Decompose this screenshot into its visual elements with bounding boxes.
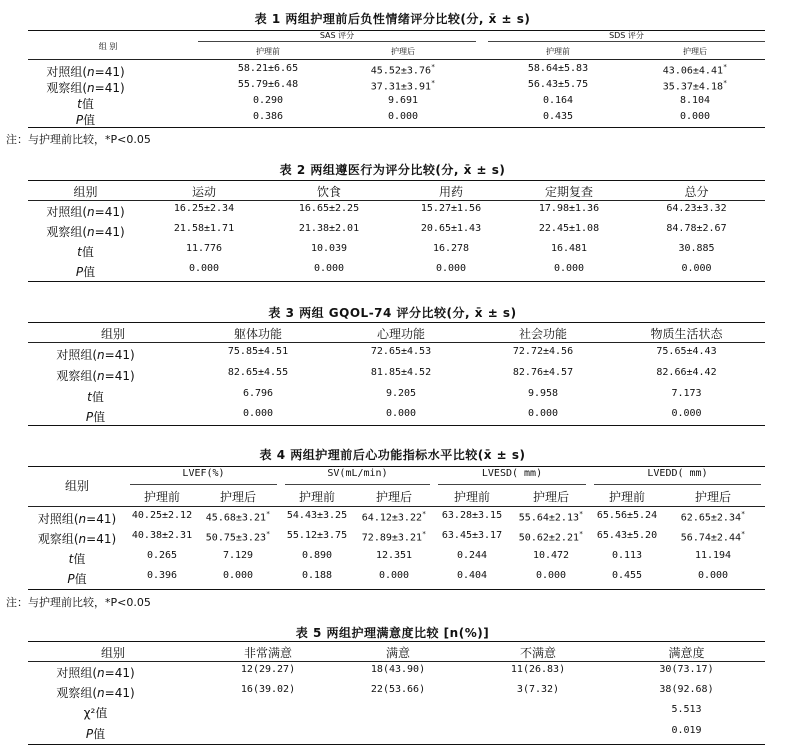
t4-cell: 64.12±3.22* bbox=[361, 510, 427, 524]
t4-metric-header: SV(mL/min) bbox=[327, 468, 388, 479]
t4-metric-header: LVESD( mm) bbox=[481, 468, 543, 479]
table3-caption: 表 3 两组 GQOL-74 评分比较(分, x̄ ± s) bbox=[268, 306, 517, 320]
t1-cell: 58.21±6.65 bbox=[237, 63, 299, 74]
t3-row-label: 对照组(n=41) bbox=[56, 348, 135, 362]
t2-cell: 16.25±2.34 bbox=[173, 203, 235, 214]
t1-cell: 8.104 bbox=[679, 95, 711, 106]
t5-cell: 12(29.27) bbox=[240, 664, 296, 675]
t4-sub-header: 护理前 bbox=[453, 490, 490, 504]
t5-cell: 18(43.90) bbox=[370, 664, 426, 675]
t2-cell: 84.78±2.67 bbox=[666, 223, 727, 234]
t2-header-3: 用药 bbox=[438, 185, 463, 199]
t2-cell: 0.000 bbox=[188, 263, 220, 274]
t4-sub-header: 护理后 bbox=[532, 490, 569, 504]
t4-cell: 50.75±3.23* bbox=[205, 530, 271, 544]
t2-cell: 16.278 bbox=[432, 243, 470, 254]
t1-row-label: 对照组(n=41) bbox=[46, 65, 125, 79]
t5-header-4: 满意度 bbox=[668, 646, 705, 660]
t2-cell: 16.481 bbox=[550, 243, 588, 254]
t4-cell: 45.68±3.21* bbox=[205, 510, 271, 524]
t2-cell: 0.000 bbox=[681, 263, 712, 274]
t4-cell: 0.000 bbox=[378, 570, 410, 581]
t4-cell: 0.890 bbox=[301, 550, 333, 561]
t5-row-label: χ²值 bbox=[83, 706, 108, 720]
t4-cell: 62.65±2.34* bbox=[680, 510, 746, 524]
table1-caption: 表 1 两组护理前后负性情绪评分比较(分, x̄ ± s) bbox=[254, 12, 531, 26]
t4-cell: 0.113 bbox=[611, 550, 643, 561]
t2-row-label: P值 bbox=[75, 265, 96, 279]
t5-cell: 5.513 bbox=[671, 704, 702, 715]
table1-sub: 护理后 bbox=[391, 47, 415, 56]
t1-cell: 0.386 bbox=[252, 111, 284, 122]
t3-cell: 0.000 bbox=[671, 408, 702, 419]
table1-sub: 护理前 bbox=[256, 47, 280, 56]
t3-row-label: t值 bbox=[87, 390, 104, 404]
table1 bbox=[28, 30, 765, 128]
t1-cell: 0.290 bbox=[252, 95, 284, 106]
t1-cell: 58.64±5.83 bbox=[527, 63, 589, 74]
t4-row-label: P值 bbox=[67, 572, 87, 586]
t2-cell: 0.000 bbox=[313, 263, 345, 274]
t4-sub-header: 护理后 bbox=[375, 490, 412, 504]
t3-header-1: 躯体功能 bbox=[233, 327, 282, 341]
t4-cell: 56.74±2.44* bbox=[680, 530, 746, 544]
t5-row-label: 观察组(n=41) bbox=[56, 686, 135, 700]
t4-sub-header: 护理后 bbox=[219, 490, 256, 504]
t5-cell: 16(39.02) bbox=[240, 684, 296, 695]
t4-sub-header: 护理后 bbox=[694, 490, 731, 504]
t3-cell: 75.65±4.43 bbox=[656, 346, 717, 357]
t3-header-3: 社会功能 bbox=[518, 327, 567, 341]
t5-cell: 30(73.17) bbox=[659, 664, 714, 675]
t1-cell: 37.31±3.91* bbox=[370, 79, 436, 93]
t2-cell: 17.98±1.36 bbox=[538, 203, 600, 214]
t2-cell: 15.27±1.56 bbox=[420, 203, 482, 214]
t2-cell: 21.58±1.71 bbox=[173, 223, 235, 234]
t3-cell: 82.65±4.55 bbox=[227, 367, 289, 378]
table2 bbox=[28, 180, 765, 282]
t3-cell: 81.85±4.52 bbox=[370, 367, 432, 378]
t3-header-0: 组别 bbox=[100, 327, 125, 341]
t4-row-label: 观察组(n=41) bbox=[37, 532, 117, 546]
t4-metric-header: LVEDD( mm) bbox=[647, 468, 708, 479]
table1-sub: 护理前 bbox=[546, 47, 570, 56]
t4-cell: 63.28±3.15 bbox=[441, 510, 503, 521]
t4-metric-header: LVEF(%) bbox=[182, 468, 225, 479]
t3-cell: 0.000 bbox=[527, 408, 559, 419]
t4-cell: 54.43±3.25 bbox=[286, 510, 348, 521]
t2-cell: 11.776 bbox=[185, 243, 223, 254]
t3-row-label: 观察组(n=41) bbox=[56, 369, 135, 383]
t1-cell: 9.691 bbox=[387, 95, 419, 106]
t5-cell: 38(92.68) bbox=[659, 684, 714, 695]
t1-cell: 45.52±3.76* bbox=[370, 63, 436, 77]
t1-row-label: t值 bbox=[77, 97, 94, 111]
table5-caption: 表 5 两组护理满意度比较 [n(%)] bbox=[295, 626, 490, 640]
t4-cell: 11.194 bbox=[694, 550, 732, 561]
t4-row-label: 对照组(n=41) bbox=[37, 512, 117, 526]
t2-header-1: 运动 bbox=[191, 185, 216, 199]
t3-cell: 0.000 bbox=[385, 408, 417, 419]
table1-sas-header: SAS 评分 bbox=[319, 31, 355, 40]
table1-note: 注：与护理前比较，*P<0.05 bbox=[6, 133, 151, 146]
t4-cell: 50.62±2.21* bbox=[518, 530, 584, 544]
t4-cell: 0.000 bbox=[535, 570, 567, 581]
t2-cell: 64.23±3.32 bbox=[666, 203, 727, 214]
t5-cell: 22(53.66) bbox=[370, 684, 426, 695]
t2-header-4: 定期复查 bbox=[544, 185, 593, 199]
t1-row-label: 观察组(n=41) bbox=[46, 81, 125, 95]
table4 bbox=[28, 466, 765, 590]
t4-cell: 0.000 bbox=[697, 570, 729, 581]
t4-row-label: t值 bbox=[68, 552, 86, 566]
table5 bbox=[28, 641, 765, 745]
table2-caption: 表 2 两组遵医行为评分比较(分, x̄ ± s) bbox=[279, 163, 506, 177]
table1-group-header: 组 别 bbox=[98, 42, 118, 51]
t4-cell: 65.56±5.24 bbox=[596, 510, 658, 521]
t4-cell: 0.396 bbox=[146, 570, 178, 581]
t2-row-label: 对照组(n=41) bbox=[46, 205, 125, 219]
t2-header-5: 总分 bbox=[684, 185, 709, 199]
t5-cell: 0.019 bbox=[671, 725, 702, 736]
table3 bbox=[28, 322, 765, 426]
t5-header-3: 不满意 bbox=[519, 646, 556, 660]
t4-cell: 65.43±5.20 bbox=[596, 530, 658, 541]
t3-cell: 82.66±4.42 bbox=[656, 367, 717, 378]
t1-cell: 55.79±6.48 bbox=[237, 79, 299, 90]
t3-cell: 9.958 bbox=[527, 388, 559, 399]
t4-cell: 0.188 bbox=[301, 570, 333, 581]
t2-row-label: 观察组(n=41) bbox=[46, 225, 125, 239]
t3-header-2: 心理功能 bbox=[376, 327, 425, 341]
t3-header-4: 物质生活状态 bbox=[650, 327, 723, 341]
t3-cell: 6.796 bbox=[242, 388, 274, 399]
t1-cell: 43.06±4.41* bbox=[662, 63, 728, 77]
t5-header-2: 满意 bbox=[385, 646, 410, 660]
t5-row-label: 对照组(n=41) bbox=[56, 666, 135, 680]
t3-cell: 7.173 bbox=[671, 388, 702, 399]
t3-row-label: P值 bbox=[85, 410, 106, 424]
table4-caption: 表 4 两组护理前后心功能指标水平比较(x̄ ± s) bbox=[259, 448, 526, 462]
t5-cell: 3(7.32) bbox=[516, 684, 560, 695]
t4-cell: 63.45±3.17 bbox=[441, 530, 503, 541]
t4-cell: 40.25±2.12 bbox=[131, 510, 193, 521]
t2-cell: 20.65±1.43 bbox=[420, 223, 482, 234]
t1-cell: 0.435 bbox=[542, 111, 574, 122]
t2-row-label: t值 bbox=[77, 245, 94, 259]
t3-cell: 72.72±4.56 bbox=[512, 346, 574, 357]
t1-row-label: P值 bbox=[75, 113, 96, 127]
t2-cell: 16.65±2.25 bbox=[298, 203, 360, 214]
table4-group-header: 组别 bbox=[64, 479, 89, 493]
t4-cell: 72.89±3.21* bbox=[361, 530, 427, 544]
t3-cell: 82.76±4.57 bbox=[512, 367, 574, 378]
t1-cell: 0.000 bbox=[387, 111, 419, 122]
t1-cell: 0.000 bbox=[679, 111, 711, 122]
t2-cell: 30.885 bbox=[678, 243, 715, 254]
t4-cell: 40.38±2.31 bbox=[131, 530, 193, 541]
t1-cell: 35.37±4.18* bbox=[662, 79, 728, 93]
t5-row-label: P值 bbox=[85, 727, 106, 741]
t4-cell: 0.455 bbox=[611, 570, 643, 581]
t2-cell: 21.38±2.01 bbox=[298, 223, 360, 234]
t4-cell: 0.244 bbox=[456, 550, 488, 561]
t4-sub-header: 护理前 bbox=[298, 490, 335, 504]
t5-header-1: 非常满意 bbox=[243, 646, 292, 660]
t5-cell: 11(26.83) bbox=[510, 664, 566, 675]
t3-cell: 72.65±4.53 bbox=[370, 346, 432, 357]
t4-cell: 12.351 bbox=[375, 550, 413, 561]
t3-cell: 0.000 bbox=[242, 408, 274, 419]
t4-sub-header: 护理前 bbox=[143, 490, 180, 504]
t3-cell: 75.85±4.51 bbox=[227, 346, 289, 357]
t4-cell: 0.265 bbox=[146, 550, 178, 561]
table1-sub: 护理后 bbox=[683, 47, 707, 56]
t4-cell: 0.000 bbox=[222, 570, 254, 581]
t2-cell: 0.000 bbox=[553, 263, 585, 274]
t1-cell: 56.43±5.75 bbox=[527, 79, 589, 90]
t5-header-0: 组别 bbox=[100, 646, 125, 660]
t3-cell: 9.205 bbox=[385, 388, 417, 399]
t2-header-0: 组别 bbox=[73, 185, 98, 199]
t4-cell: 55.64±2.13* bbox=[518, 510, 584, 524]
t4-cell: 0.404 bbox=[456, 570, 488, 581]
t2-header-2: 饮食 bbox=[316, 185, 341, 199]
t2-cell: 0.000 bbox=[435, 263, 467, 274]
table4-note: 注：与护理前比较，*P<0.05 bbox=[6, 596, 151, 609]
t4-cell: 55.12±3.75 bbox=[286, 530, 348, 541]
table1-sds-header: SDS 评分 bbox=[609, 31, 644, 40]
t4-cell: 10.472 bbox=[532, 550, 570, 561]
t4-cell: 7.129 bbox=[222, 550, 254, 561]
t4-sub-header: 护理前 bbox=[608, 490, 645, 504]
t2-cell: 10.039 bbox=[310, 243, 348, 254]
t1-cell: 0.164 bbox=[542, 95, 574, 106]
t2-cell: 22.45±1.08 bbox=[538, 223, 600, 234]
